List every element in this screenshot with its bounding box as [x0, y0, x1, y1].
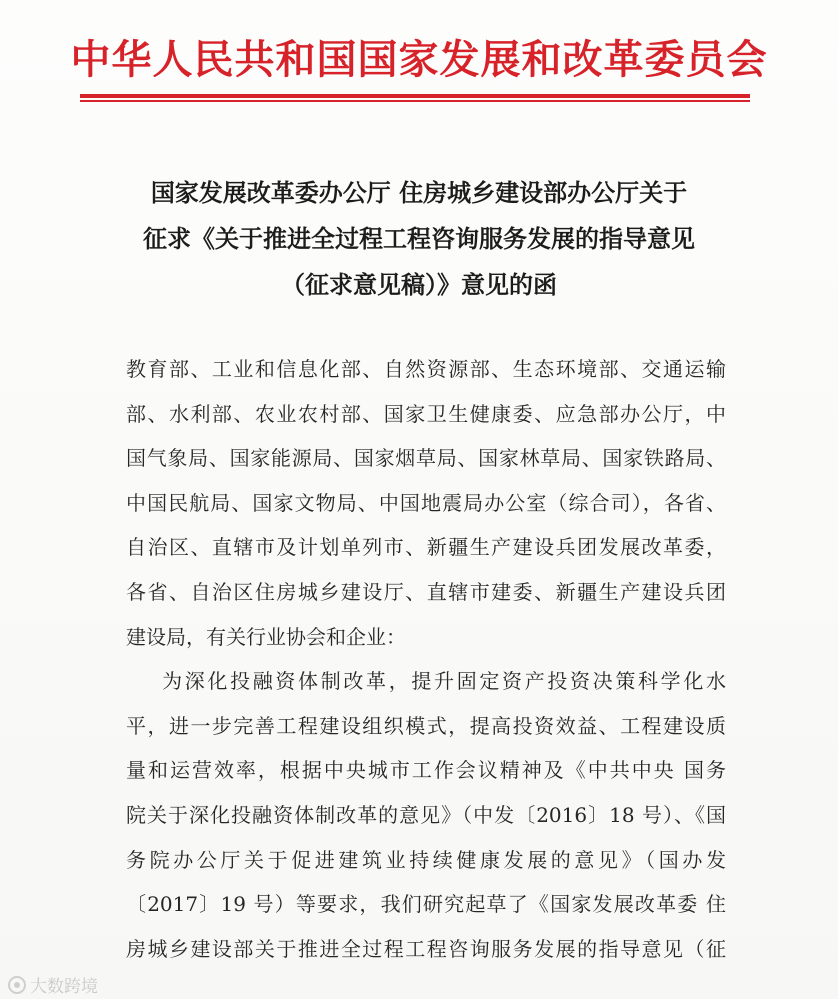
body-line: 教育部、工业和信息化部、自然资源部、生态环境部、交通运输	[126, 357, 726, 381]
body-line: 务院办公厅关于促进建筑业持续健康发展的意见》（国办发	[126, 847, 726, 872]
body-line: 自治区、直辖市及计划单列市、新疆生产建设兵团发展改革委，	[126, 535, 726, 560]
body-line: 量和运营效率，根据中央城市工作会议精神及《中共中央 国务	[126, 758, 726, 783]
letterhead-rule-thick	[80, 94, 750, 98]
document-body	[126, 347, 726, 971]
body-line: 〔2017〕19 号）等要求，我们研究起草了《国家发展改革委 住	[126, 892, 726, 917]
document-title-line-1: 国家发展改革委办公厅 住房城乡建设部办公厅关于	[150, 178, 688, 207]
document-title-line-3: （征求意见稿）》意见的函	[281, 270, 557, 299]
body-line: 院关于深化投融资体制改革的意见》（中发〔2016〕18 号）、《国	[126, 802, 726, 827]
body-line: 部、水利部、农业农村部、国家卫生健康委、应急部办公厅，中	[126, 401, 726, 426]
watermark	[8, 972, 98, 997]
agency-letterhead: 中华人民共和国国家发展和改革委员会	[70, 36, 768, 83]
body-line: 国气象局、国家能源局、国家烟草局、国家林草局、国家铁路局、	[126, 446, 726, 471]
body-line: 各省、自治区住房城乡建设厅、直辖市建委、新疆生产建设兵团	[126, 579, 726, 604]
letterhead-rule-thin	[80, 100, 750, 102]
body-line: 平，进一步完善工程建设组织模式，提高投资效益、工程建设质	[126, 713, 726, 738]
body-line: 为深化投融资体制改革，提升固定资产投资决策科学化水	[126, 669, 726, 694]
body-line: 建设局，有关行业协会和企业：	[126, 624, 406, 649]
body-line: 中国民航局、国家文物局、中国地震局办公室（综合司），各省、	[126, 490, 726, 515]
watermark-text: 大数跨境	[30, 977, 98, 997]
body-line: 房城乡建设部关于推进全过程工程咨询服务发展的指导意见（征	[126, 936, 726, 961]
document-title-line-2: 征求《关于推进全过程工程咨询服务发展的指导意见	[143, 224, 695, 253]
logo-icon	[8, 976, 26, 994]
